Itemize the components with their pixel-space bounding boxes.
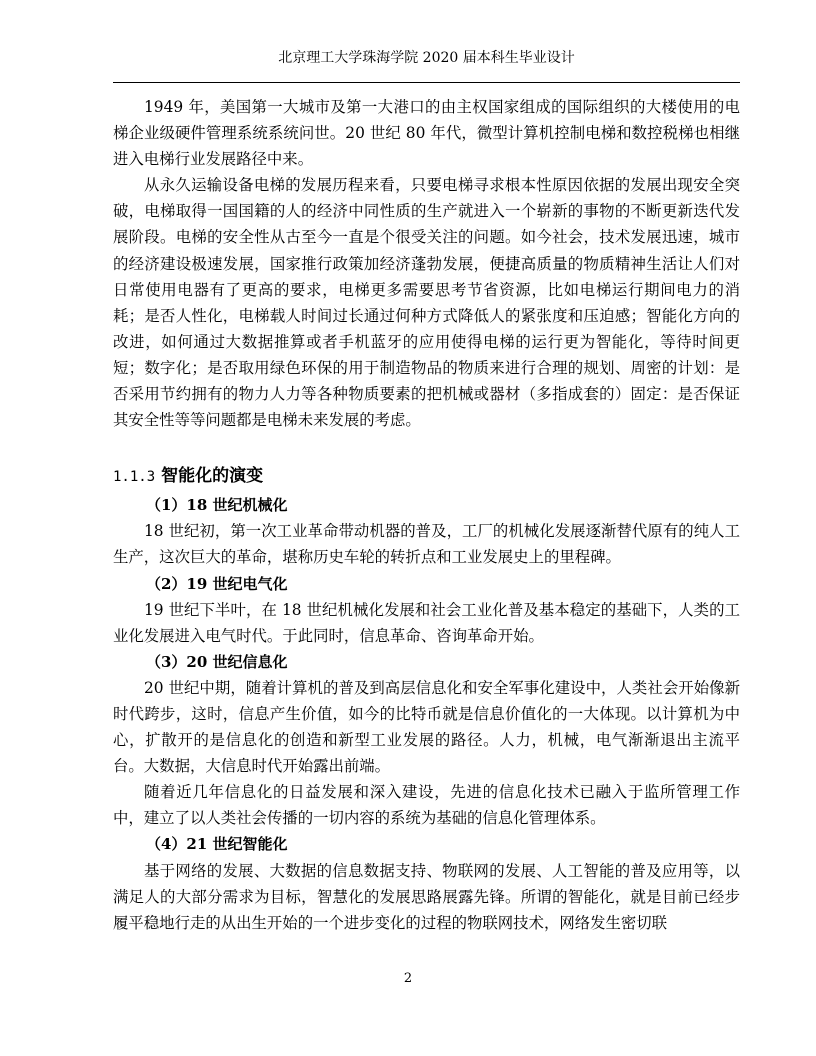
header-rule [113,82,740,83]
document-body [113,94,740,936]
page-number: 2 [403,971,413,986]
subsection-3-paragraph-2: 随着近几年信息化的日益发展和深入建设，先进的信息化技术已融入于监所管理工作中，建立了以人类社会传播的一切内容的系统为基础的信息化管理体系。 [113,783,740,828]
subsection-1-paragraph-1: 18 世纪初，第一次工业革命带动机器的普及，工厂的机械化发展逐渐替代原有的纯人工生产，这次巨大的革命，堪称历史车轮的转折点和工业发展史上的里程碑。 [113,522,740,567]
subsection-4-paragraph-1: 基于网络的发展、大数据的信息数据支持、物联网的发展、人工智能的普及应用等，以满足人的大部分需求为目标，智慧化的发展思路展露先锋。所谓的智能化，就是目前已经步履平稳地行走的从出生开始的一个进步变化的过程的物联网技术，网络发生密切联 [113,861,740,932]
intro-paragraph-2: 从永久运输设备电梯的发展历程来看，只要电梯寻求根本性原因依据的发展出现安全突破，电梯取得一国国籍的人的经济中同性质的生产就进入一个崭新的事物的不断更新迭代发展阶段。电梯的安全性从古至今一直是个很受关注的问题。如今社会，技术发展迅速，城市的经济建设极速发展，国家推行政策加经济蓬勃发展，便捷高质量的物质精神生活让人们对日常使用电器有了更高的要求，电梯更多需要思考节省资源，比如电梯运行期间电力的消耗；是否人性化，电梯载人时间过长通过何种方式降低人的紧张度和压迫感；智能化方向的改进，如何通过大数据推算或者手机蓝牙的应用使得电梯的运行更为智能化，等待时间更短；数字化；是否取用绿色环保的用于制造物品的物质来进行合理的规划、周密的计划：是否采用节约拥有的物力人力等各种物质要素的把机械或器材（多指成套的）固定：是否保证其安全性等等问题都是电梯未来发展的考虑。 [113,176,740,430]
section-number: 1.1.3 [113,469,156,486]
subsection-heading-4: （4）21 世纪智能化 [146,835,288,854]
section-heading [113,463,740,490]
section-title: 智能化的演变 [161,466,264,487]
intro-paragraph-1: 1949 年，美国第一大城市及第一大港口的由主权国家组成的国际组织的大楼使用的电梯企业级硬件管理系统系统问世。20 世纪 80 年代，微型计算机控制电梯和数控税梯也相继进入电梯行业发展路径中来。 [113,98,740,169]
page-header: 北京理工大学珠海学院 2020 届本科生毕业设计 [278,50,575,66]
subsection-3-paragraph-1: 20 世纪中期，随着计算机的普及到高层信息化和安全军事化建设中，人类社会开始像新时代跨步，这时，信息产生价值，如今的比特币就是信息价值化的一大体现。以计算机为中心，扩散开的是信息化的创造和新型工业发展的路径。人力，机械，电气渐渐退出主流平台。大数据，大信息时代开始露出前端。 [113,678,740,776]
subsection-heading-3: （3）20 世纪信息化 [146,652,288,671]
subsection-heading-2: （2）19 世纪电气化 [146,574,288,593]
subsection-heading-1: （1）18 世纪机械化 [146,496,288,515]
subsection-2-paragraph-1: 19 世纪下半叶，在 18 世纪机械化发展和社会工业化普及基本稳定的基础下，人类的工业化发展进入电气时代。于此同时，信息革命、咨询革命开始。 [113,600,740,645]
